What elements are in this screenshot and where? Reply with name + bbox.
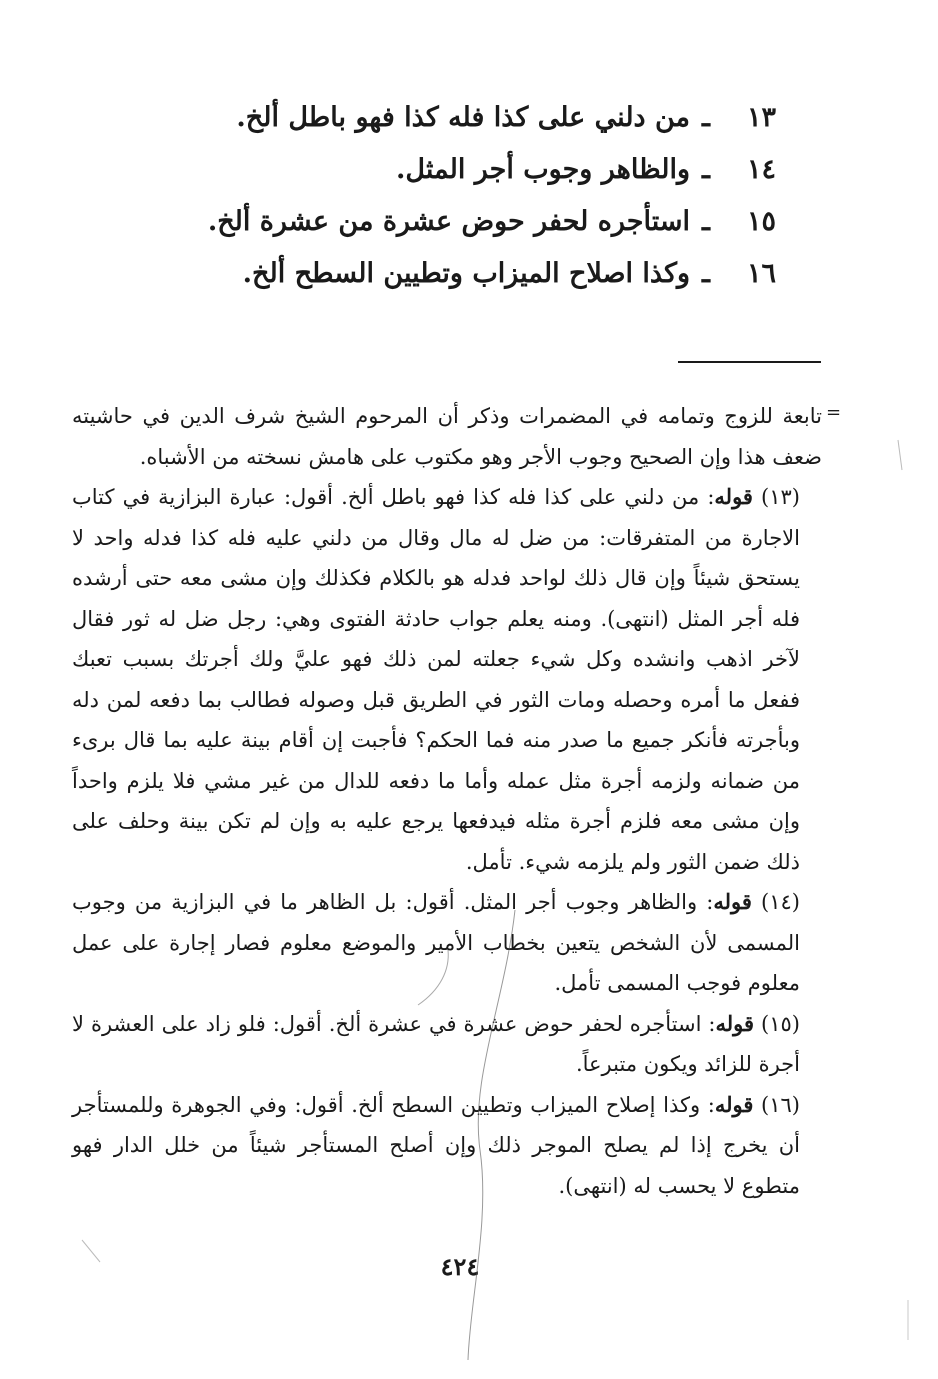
main-item [0, 206, 776, 258]
footnote-text: : استأجره لحفر حوض عشرة في عشرة ألخ. أقول: فلو زاد على العشرة لا أجرة للزائد ويكون متبرعاً. [72, 1011, 800, 1076]
footnotes [72, 396, 822, 1206]
footnote-text: : والظاهر وجوب أجر المثل. أقول: بل الظاهر ما في البزازية من وجوب المسمى لأن الشخص يتعين بخطاب الأمير والموضع معلوم فصار إجارة على عمل معلوم فوجب المسمى تأمل. [72, 890, 800, 995]
item-dash: ـ [702, 102, 710, 133]
footnote-continuation: تابعة للزوج وتمامه في المضمرات وذكر أن المرحوم الشيخ شرف الدين في حاشيته ضعف هذا وإن الصحيح وجوب الأجر وهو مكتوب على هامش نسخته من الأشباه. [72, 404, 822, 469]
item-dash: ـ [702, 206, 710, 237]
item-text: استأجره لحفر حوض عشرة من عشرة ألخ. [207, 206, 690, 237]
continuation-mark: = [826, 402, 842, 423]
footnote-number: (١٥) [761, 1011, 800, 1036]
footnote-number: (١٣) [761, 485, 800, 509]
item-text: وكذا اصلاح الميزاب وتطيين السطح ألخ. [242, 258, 690, 289]
main-item [0, 102, 776, 154]
footnote-keyword: قوله [714, 1091, 754, 1117]
footnote [72, 1004, 822, 1085]
item-number: ١٣ [746, 102, 776, 133]
footnote-keyword: قوله [713, 889, 752, 914]
item-number: ١٦ [746, 258, 776, 289]
footnote-keyword: قوله [715, 1010, 755, 1036]
footnote-separator [678, 361, 821, 363]
page-number: ٤٢٤ [440, 1252, 480, 1281]
footnote-keyword: قوله [714, 484, 753, 509]
item-number: ١٤ [746, 154, 776, 185]
main-item [0, 154, 776, 206]
scan-stroke [898, 440, 902, 470]
footnote [72, 1085, 822, 1207]
item-text: والظاهر وجوب أجر المثل. [396, 154, 690, 185]
footnote-text: : من دلني على كذا فله كذا فهو باطل ألخ. أقول: عبارة البزازية في كتاب الاجارة من المتفرقات: من ضل له مال وقال من دلني عليه فله كذا فدله واحد لا يستحق شيئاً وإن قال ذلك لواحد فدله هو بالكلام فكذلك وإن مشى معه حتى أرشده فله أجر المثل (انتهى). ومنه يعلم جواب حادثة الفتوى وهي: رجل ضل له ثور فقال لآخر اذهب وانشده وكل شيء جعلته لمن ذلك فهو عليَّ ولك أجرتك بسبب تعبك ففعل ما أمره وحصله ومات الثور في الطريق قبل وصوله فطالب بما دفعه لمن دله وبأجرته فأنكر جميع ما صدر منه فما الحكم؟ فأجبت إن أقام بينة عليه بما قال برىء من ضمانه ولزمه أجرة مثل عمله وأما ما دفعه للدال من غير مشي فلا يلزم واحداً وإن مشى معه فلزم أجرة مثله فيدفعها يرجع عليه به وإن لم تكن بينة وحلف على ذلك ضمن الثور ولم يلزمه شيء. تأمل. [72, 485, 800, 874]
scan-stroke [82, 1240, 100, 1262]
main-item [0, 258, 776, 310]
footnote-number: (١٦) [761, 1092, 800, 1117]
item-dash: ـ [702, 258, 710, 289]
footnote [72, 882, 822, 1004]
footnote-number: (١٤) [761, 890, 800, 914]
item-number: ١٥ [746, 206, 776, 237]
footnote [72, 477, 822, 882]
footnote-text: : وكذا إصلاح الميزاب وتطيين السطح ألخ. أقول: وفي الجوهرة وللمستأجر أن يخرج إذا لم يصلح الموجر ذلك وإن أصلح المستأجر شيئاً من خلل الدار فهو متطوع لا يحسب له (انتهى). [72, 1092, 800, 1198]
main-text-list [0, 102, 776, 310]
item-text: من دلني على كذا فله كذا فهو باطل ألخ. [236, 102, 690, 133]
item-dash: ـ [702, 154, 710, 185]
